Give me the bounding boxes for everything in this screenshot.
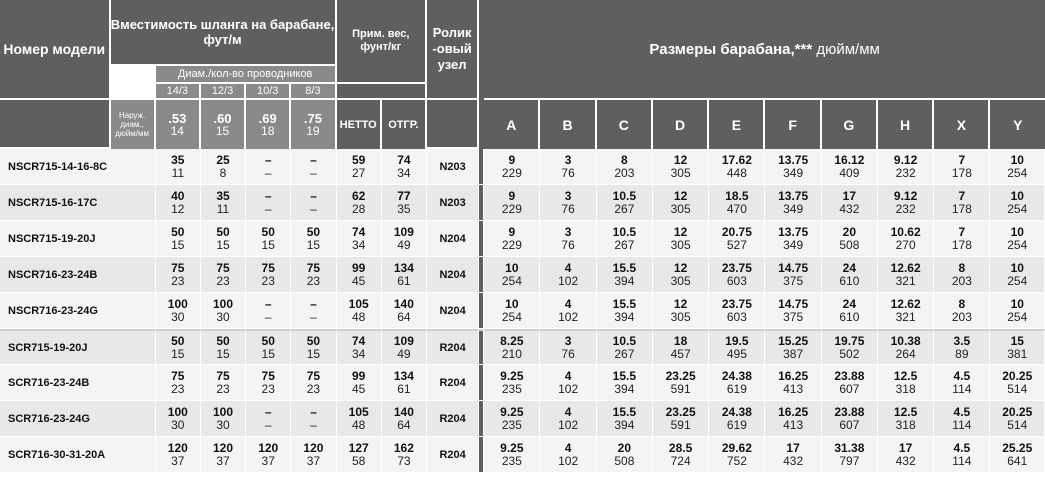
capacity-value: 50 15 [201,221,246,257]
table-row [0,437,1045,473]
capacity-value: 75 23 [156,365,201,401]
dimension-value: 3 76 [540,185,596,221]
capacity-value: – – [291,401,336,437]
capacity-value: – – [291,185,336,221]
capacity-value: 50 15 [156,221,201,257]
ship-weight-value: 109 49 [382,221,427,257]
table-row [0,365,1045,401]
capacity-value: 75 23 [291,257,336,293]
dimension-value: 20 508 [597,437,653,473]
dimension-value: 12 305 [653,221,709,257]
outer-size: .75 19 [291,100,336,149]
dimension-value: 13.75 349 [765,185,821,221]
model-number: SCR716-23-24B [0,365,156,401]
dim-letter: A [484,100,540,149]
weight-header: Прим. вес, фунт/кг [337,0,427,84]
dim-letter: Y [990,100,1045,149]
capacity-value: 75 23 [246,365,291,401]
dimension-value: 15.5 394 [597,257,653,293]
capacity-value: – – [246,401,291,437]
dimension-value: 23.88 607 [822,401,878,437]
dimension-value: 4.5 114 [934,401,990,437]
capacity-value: 50 15 [291,221,336,257]
roller-header-spacer [427,100,479,149]
capacity-value: 35 11 [156,149,201,185]
dimension-value: 15.25 387 [765,329,821,365]
ship-weight-header: ОТГР. [382,100,427,149]
dimension-value: 13.75 349 [765,221,821,257]
capacity-value: 100 30 [201,293,246,329]
outer-size: .53 14 [156,100,201,149]
dimension-value: 8 203 [934,257,990,293]
dimension-value: 12 305 [653,293,709,329]
dimension-value: 31.38 797 [822,437,878,473]
dimension-value: 18.5 470 [709,185,765,221]
dimension-value: 4 102 [540,257,596,293]
ship-weight-value: 162 73 [382,437,427,473]
capacity-value: 100 30 [156,401,201,437]
roller-assembly: R204 [427,365,479,401]
dimension-value: 24.38 619 [709,365,765,401]
dimension-value: 19.75 502 [822,329,878,365]
dim-letter: E [709,100,765,149]
capacity-value: 40 12 [156,185,201,221]
ship-weight-value: 109 49 [382,329,427,365]
roller-header: Ролик -овый узел [427,0,479,100]
dimension-value: 4.5 114 [934,437,990,473]
dimension-value: 9.12 232 [878,185,934,221]
wire-header: Диам./кол-во проводников [156,66,337,84]
capacity-header: Вместимость шланга на барабане, фут/м [111,0,337,66]
dimension-value: 12 305 [653,149,709,185]
table-row [0,221,1045,257]
wire-option: 12/3 [201,84,246,100]
blank-cell [111,84,156,100]
dimension-value: 17 432 [878,437,934,473]
capacity-value: 120 37 [291,437,336,473]
dimension-value: 24 610 [822,257,878,293]
dimension-value: 10 254 [484,293,540,329]
table-row [0,329,1045,365]
outer-diameter-label: Наруж. диам., дюйм/мм [111,100,156,149]
dimension-value: 24 610 [822,293,878,329]
capacity-value: 75 23 [246,257,291,293]
dimension-value: 7 178 [934,221,990,257]
net-weight-value: 74 34 [337,221,382,257]
dimension-value: 12.5 318 [878,401,934,437]
dim-letter: H [878,100,934,149]
dimension-value: 10 254 [990,293,1045,329]
dimension-value: 10.5 267 [597,329,653,365]
dimension-value: 18 457 [653,329,709,365]
dimension-value: 17.62 448 [709,149,765,185]
dimension-value: 4 102 [540,365,596,401]
dimension-value: 15.5 394 [597,401,653,437]
model-number: NSCR716-23-24B [0,257,156,293]
roller-assembly: N203 [427,185,479,221]
capacity-value: 50 15 [246,329,291,365]
dim-letter: C [597,100,653,149]
dim-letter: F [765,100,821,149]
ship-weight-value: 77 35 [382,185,427,221]
dimension-value: 20 508 [822,221,878,257]
dimension-value: 17 432 [822,185,878,221]
roller-assembly: R204 [427,437,479,473]
roller-assembly: N203 [427,149,479,185]
dimension-value: 20.25 514 [990,401,1045,437]
table-row [0,149,1045,185]
capacity-value: 50 15 [201,329,246,365]
dimension-value: 14.75 375 [765,257,821,293]
dimension-value: 23.88 607 [822,365,878,401]
dimension-value: 10 254 [990,185,1045,221]
dimension-value: 15.5 394 [597,293,653,329]
dimension-value: 15.5 394 [597,365,653,401]
capacity-value: 75 23 [156,257,201,293]
roller-assembly: N204 [427,293,479,329]
dimensions-title: Размеры барабана,*** [649,40,813,58]
dimension-value: 4 102 [540,437,596,473]
dimension-value: 9.25 235 [484,437,540,473]
capacity-value: – – [291,293,336,329]
model-header-spacer [0,100,111,149]
capacity-value: 120 37 [201,437,246,473]
capacity-value: 120 37 [156,437,201,473]
table-row [0,185,1045,221]
dimension-value: 17 432 [765,437,821,473]
weight-spacer [337,84,427,100]
net-weight-value: 74 34 [337,329,382,365]
dimension-value: 8 203 [597,149,653,185]
outer-size: .60 15 [201,100,246,149]
net-weight-value: 59 27 [337,149,382,185]
dimension-value: 4 102 [540,401,596,437]
roller-assembly: R204 [427,401,479,437]
capacity-value: – – [291,149,336,185]
outer-size: .69 18 [246,100,291,149]
dimension-value: 29.62 752 [709,437,765,473]
net-weight-header: НЕТТО [337,100,382,149]
ship-weight-value: 134 61 [382,365,427,401]
model-number: SCR716-23-24G [0,401,156,437]
wire-option: 10/3 [246,84,291,100]
dimension-value: 15 381 [990,329,1045,365]
dimension-value: 24.38 619 [709,401,765,437]
net-weight-value: 62 28 [337,185,382,221]
ship-weight-value: 74 34 [382,149,427,185]
dimension-value: 23.25 591 [653,401,709,437]
capacity-value: 50 15 [246,221,291,257]
net-weight-value: 99 45 [337,257,382,293]
model-number: SCR716-30-31-20A [0,437,156,473]
table-row [0,401,1045,437]
dimension-value: 10 254 [990,149,1045,185]
capacity-value: 100 30 [156,293,201,329]
capacity-value: 25 8 [201,149,246,185]
dimension-value: 3.5 89 [934,329,990,365]
net-weight-value: 105 48 [337,401,382,437]
dimension-value: 10.5 267 [597,221,653,257]
wire-option: 8/3 [291,84,336,100]
roller-assembly: N204 [427,221,479,257]
dimension-value: 3 76 [540,329,596,365]
model-header: Номер модели [0,0,111,100]
net-weight-value: 127 58 [337,437,382,473]
dimension-value: 10.62 270 [878,221,934,257]
dimension-value: 9 229 [484,185,540,221]
dimension-value: 12.62 321 [878,257,934,293]
net-weight-value: 105 48 [337,293,382,329]
model-number: NSCR715-19-20J [0,221,156,257]
dimension-value: 10 254 [990,221,1045,257]
capacity-value: – – [246,185,291,221]
dimension-value: 8.25 210 [484,329,540,365]
capacity-value: – – [246,149,291,185]
dimension-value: 25.25 641 [990,437,1045,473]
dimensions-units: дюйм/мм [812,40,880,58]
dimensions-header [484,0,1045,100]
dimension-value: 16.25 413 [765,365,821,401]
dimension-value: 9.25 235 [484,365,540,401]
dimension-value: 12 305 [653,185,709,221]
dimension-value: 23.25 591 [653,365,709,401]
net-weight-value: 99 45 [337,365,382,401]
dimension-value: 13.75 349 [765,149,821,185]
dimension-value: 28.5 724 [653,437,709,473]
dimension-value: 20.25 514 [990,365,1045,401]
ship-weight-value: 140 64 [382,401,427,437]
dimension-value: 4 102 [540,293,596,329]
dimension-value: 19.5 495 [709,329,765,365]
dimension-value: 14.75 375 [765,293,821,329]
dim-letter: D [653,100,709,149]
table-row [0,293,1045,329]
model-number: SCR715-19-20J [0,329,156,365]
dimension-value: 10.38 264 [878,329,934,365]
ship-weight-value: 140 64 [382,293,427,329]
dimension-value: 9.25 235 [484,401,540,437]
model-number: NSCR715-16-17C [0,185,156,221]
dimension-value: 12 305 [653,257,709,293]
dimension-value: 16.12 409 [822,149,878,185]
blank-cell [111,66,156,84]
dim-letter: X [934,100,990,149]
model-number: NSCR716-23-24G [0,293,156,329]
dimension-value: 9 229 [484,149,540,185]
capacity-value: 75 23 [201,257,246,293]
dimension-value: 4.5 114 [934,365,990,401]
capacity-value: 75 23 [291,365,336,401]
dimension-value: 10 254 [990,257,1045,293]
dimension-value: 3 76 [540,221,596,257]
capacity-value: – – [246,293,291,329]
dimension-value: 23.75 603 [709,293,765,329]
roller-assembly: N204 [427,257,479,293]
dimension-value: 10 254 [484,257,540,293]
dim-letter: G [822,100,878,149]
table-body [0,149,1045,473]
table-row [0,257,1045,293]
capacity-value: 120 37 [246,437,291,473]
dimension-value: 7 178 [934,149,990,185]
dimension-value: 10.5 267 [597,185,653,221]
capacity-value: 50 15 [291,329,336,365]
dimension-value: 12.62 321 [878,293,934,329]
model-number: NSCR715-14-16-8C [0,149,156,185]
dimension-value: 9 229 [484,221,540,257]
roller-assembly: R204 [427,329,479,365]
dimension-value: 23.75 603 [709,257,765,293]
dimension-value: 12.5 318 [878,365,934,401]
dimension-value: 9.12 232 [878,149,934,185]
capacity-value: 100 30 [201,401,246,437]
capacity-value: 50 15 [156,329,201,365]
capacity-value: 35 11 [201,185,246,221]
dim-letter: B [540,100,596,149]
dimension-value: 3 76 [540,149,596,185]
dimension-value: 20.75 527 [709,221,765,257]
dimension-value: 8 203 [934,293,990,329]
capacity-value: 75 23 [201,365,246,401]
ship-weight-value: 134 61 [382,257,427,293]
dimension-value: 16.25 413 [765,401,821,437]
dimension-value: 7 178 [934,185,990,221]
wire-option: 14/3 [156,84,201,100]
